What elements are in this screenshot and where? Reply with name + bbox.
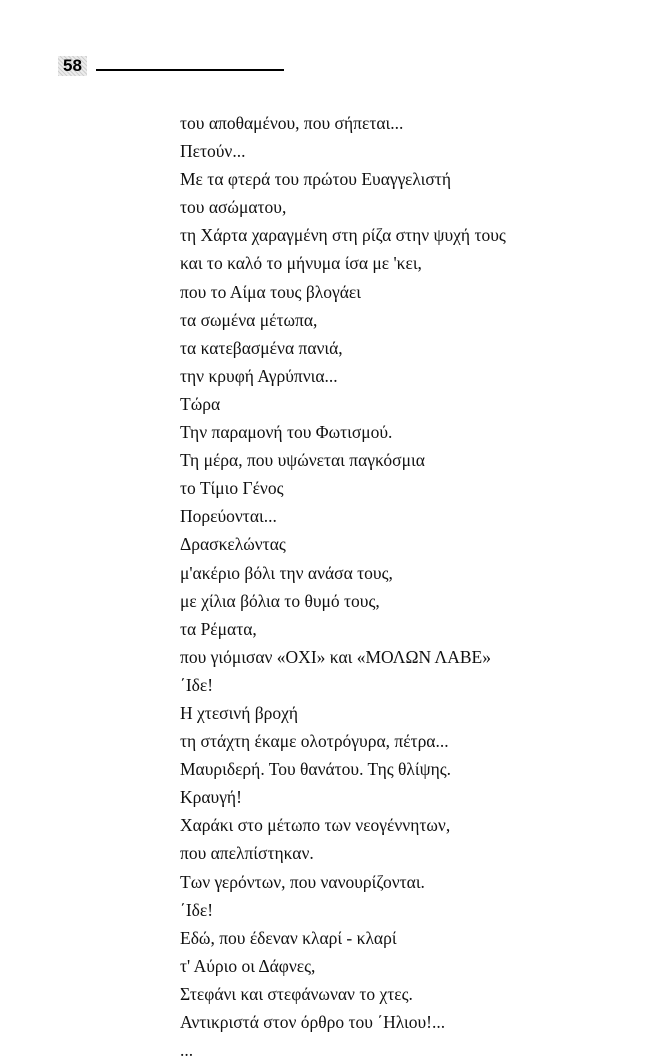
poem-line: Δρασκελώντας [180,534,286,555]
page-number: 58 [58,56,87,76]
poem-line: Μαυριδερή. Του θανάτου. Της θλίψης. [180,759,452,780]
poem-line: του ασώματου, [180,197,287,218]
poem-line: μ'ακέριο βόλι την ανάσα τους, [180,562,393,583]
poem-line: ΄Ιδε! [180,674,214,695]
poem-line: που γιόμισαν «ΟΧΙ» και «ΜΟΛΩΝ ΛΑΒΕ» [180,646,491,667]
poem-line: και το καλό το μήνυμα ίσα με 'κει, [180,253,422,274]
poem-line: Εδώ, που έδεναν κλαρί - κλαρί [180,927,397,948]
poem-line: του αποθαμένου, που σήπεται... [180,113,404,133]
header-rule [96,69,284,71]
poem-line: Τώρα [180,393,221,414]
poem-line: που απελπίστηκαν. [180,843,314,864]
poem-line: τα κατεβασμένα πανιά, [180,337,343,358]
poem-line: Πορεύονται... [180,506,277,527]
page-header [58,56,284,78]
poem-line: τη Χάρτα χαραγμένη στη ρίζα στην ψυχή τους [180,225,506,246]
poem-line: την κρυφή Αγρύπνια... [180,365,338,386]
poem-line: ... [180,1040,194,1061]
poem-line: τ' Αύριο οι Δάφνες, [180,955,316,976]
poem-line: Στεφάνι και στεφάνωναν το χτες. [180,983,413,1004]
poem-text [180,109,506,1064]
poem-line: Την παραμονή του Φωτισμού. [180,422,393,443]
poem-line: Των γερόντων, που νανουρίζονται. [180,871,425,892]
poem-line: Τη μέρα, που υψώνεται παγκόσμια [180,450,425,471]
poem-line: ΄Ιδε! [180,899,214,920]
poem-line: Η χτεσινή βροχή [180,702,299,723]
poem-line: Με τα φτερά του πρώτου Ευαγγελιστή [180,169,451,190]
poem-line: τα σωμένα μέτωπα, [180,309,318,330]
poem-line: Πετούν... [180,141,246,162]
poem-line: Χαράκι στο μέτωπο των νεογέννητων, [180,815,451,836]
poem-line: Αντικριστά στον όρθρο του ΄Ηλιου!... [180,1012,446,1032]
poem-line: που το Αίμα τους βλογάει [180,281,361,302]
poem-line: με χίλια βόλια το θυμό τους, [180,590,380,611]
poem-line: τα Ρέματα, [180,618,257,639]
poem-line: τη στάχτη έκαμε ολοτρόγυρα, πέτρα... [180,731,449,752]
poem-line: Κραυγή! [180,787,242,808]
poem-line: το Τίμιο Γένος [180,478,284,499]
